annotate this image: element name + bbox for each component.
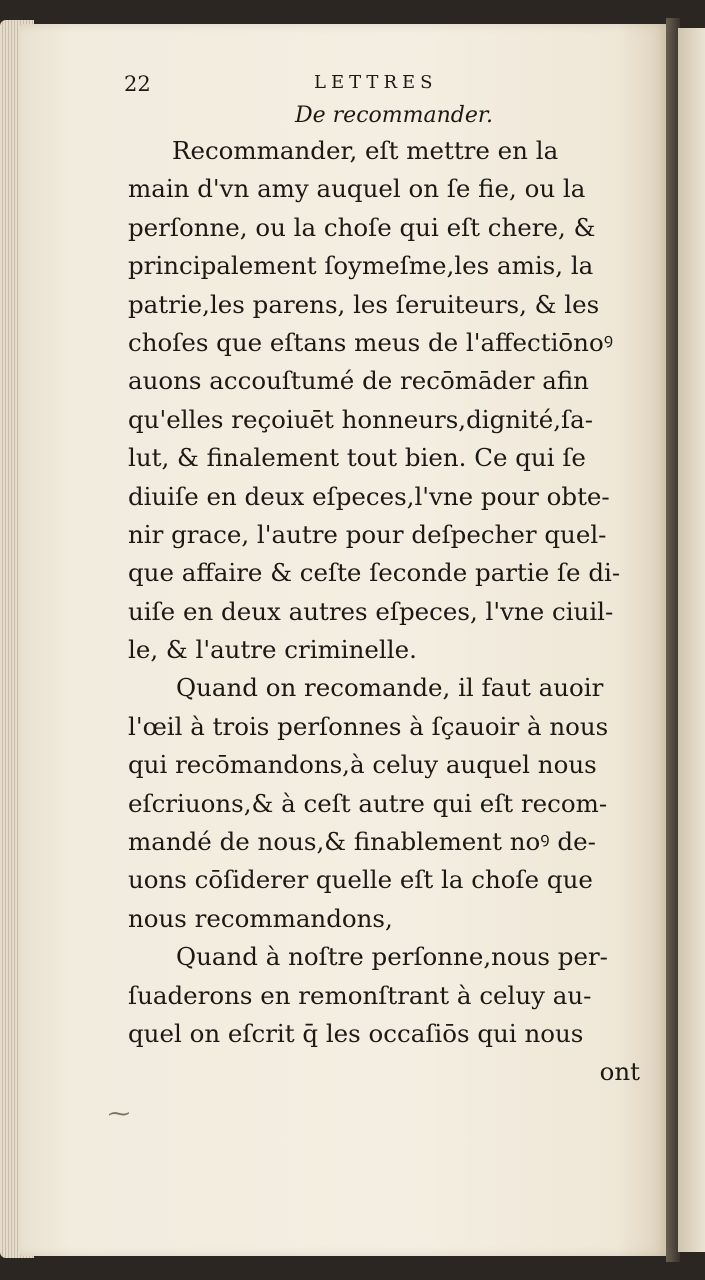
section-heading: De recommander.	[295, 103, 493, 128]
page-text	[124, 66, 640, 1092]
text-line: diuiſe en deux eſpeces,l'vne pour obte-	[128, 481, 610, 511]
text-line: qui recōmandons,à celuy auquel nous	[128, 750, 597, 780]
ink-blot: ⁓	[108, 1102, 130, 1127]
text-line: perſonne, ou la choſe qui eſt chere, &	[128, 212, 596, 242]
page-number: 22	[124, 72, 151, 96]
text-line: mandé de nous,& finablement noꝰ de-	[128, 827, 596, 857]
text-line: patrie,les parens, les ſeruiteurs, & les	[128, 289, 600, 319]
text-line: quel on eſcrit q̄ les occaſiōs qui nous	[128, 1018, 584, 1048]
text-line: Quand on recomande, il faut auoir	[176, 673, 604, 703]
text-line: choſes que eſtans meus de l'affectiōnoꝰ	[128, 327, 614, 357]
text-line: que affaire & ceſte ſeconde partie ſe di-	[128, 558, 621, 588]
catchword: ont	[599, 1057, 640, 1087]
text-line: qu'elles reçoiuēt honneurs,dignité,ſa-	[128, 404, 593, 434]
text-line: nir grace, l'autre pour deſpecher quel-	[128, 519, 607, 549]
text-line: uons cōſiderer quelle eſt la choſe que	[128, 865, 593, 895]
text-line: eſcriuons,& à ceſt autre qui eſt recom-	[128, 788, 608, 818]
running-title: LETTRES	[314, 72, 438, 93]
paragraph-2	[128, 669, 640, 938]
paragraph-3	[128, 938, 640, 1053]
text-line: ſuaderons en remonſtrant à celuy au-	[128, 980, 592, 1010]
text-line: main d'vn amy auquel on ſe fie, ou la	[128, 174, 586, 204]
text-line: principalement ſoymeſme,les amis, la	[128, 251, 594, 281]
text-line: nous recommandons,	[128, 903, 393, 933]
text-line: lut, & finalement tout bien. Ce qui ſe	[128, 443, 586, 473]
page-header	[124, 66, 640, 100]
facing-page-edge	[678, 28, 705, 1252]
text-line: uiſe en deux autres eſpeces, l'vne ciuil-	[128, 596, 614, 626]
text-line: le, & l'autre criminelle.	[128, 635, 417, 665]
paragraph-1	[128, 132, 640, 669]
text-line: auons accouſtumé de recōmāder afin	[128, 366, 589, 396]
text-line: Recommander, eſt mettre en la	[172, 136, 559, 165]
text-line: l'œil à trois perſonnes à ſçauoir à nous	[128, 711, 609, 741]
text-line: Quand à noſtre perſonne,nous per-	[176, 942, 608, 972]
